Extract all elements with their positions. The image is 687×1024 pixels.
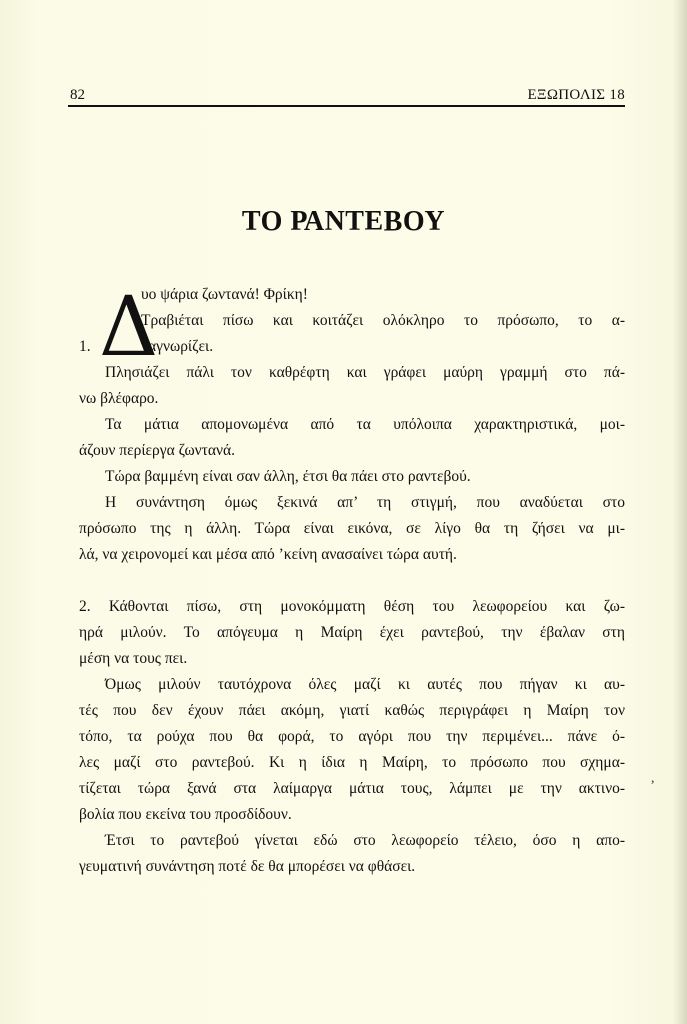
text-line: Όμως μιλούν ταυτόχρονα όλες μαζί κι αυτές που πήγαν κι αυ- <box>105 676 625 693</box>
text-line: τίζεται τώρα ξανά στα λαίμαργα μάτια τους, λάμπει με την ακτινο- <box>79 780 625 797</box>
text-line: Τραβιέται πίσω και κοιτάζει ολόκληρο το πρόσωπο, το α- <box>141 312 625 329</box>
page-edge-shadow <box>673 0 687 1024</box>
page-header <box>68 84 625 106</box>
section-gap <box>79 568 625 594</box>
text-line: ναγνωρίζει. <box>141 338 214 355</box>
text-line: υο ψάρια ζωντανά! Φρίκη! <box>141 286 308 303</box>
text-line: τές που δεν έχουν πάει ακόμη, γιατί καθώς περιγράφει η Μαίρη τον <box>79 702 625 719</box>
text-line: Έτσι το ραντεβού γίνεται εδώ στο λεωφορείο τέλειο, όσο η απο- <box>105 832 625 849</box>
text-line: Τώρα βαμμένη είναι σαν άλλη, έτσι θα πάει στο ραντεβού. <box>105 468 471 485</box>
stray-ink-mark: , <box>651 771 655 786</box>
text-line: τόπο, τα ρούχα που θα φορά, το αγόρι που την περιμένει... πάνε ό- <box>79 728 625 745</box>
drop-cap: Δ <box>99 280 159 375</box>
text-line: άζουν περίεργα ζωντανά. <box>79 442 236 459</box>
text-line: γευματινή συνάντηση ποτέ δε θα μπορέσει να φθάσει. <box>79 858 416 875</box>
text-line: ηρά μιλούν. Το απόγευμα η Μαίρη έχει ραντεβού, την έβαλαν στη <box>79 624 625 641</box>
text-line: Τα μάτια απομονωμένα από τα υπόλοιπα χαρακτηριστικά, μοι- <box>105 416 625 433</box>
text-line: νω βλέφαρο. <box>79 390 159 407</box>
text-line: βολία που εκείνα του προσδίδουν. <box>79 806 292 823</box>
text-line: λά, να χειρονομεί και μέσα από ’κείνη ανασαίνει τώρα αυτή. <box>79 546 457 563</box>
text-line: Πλησιάζει πάλι τον καθρέφτη και γράφει μαύρη γραμμή στο πά- <box>105 364 625 381</box>
chapter-title: ΤΟ ΡΑΝΤΕΒΟΥ <box>241 206 446 237</box>
header-rule <box>68 105 625 107</box>
section-number: 1. <box>79 338 91 355</box>
text-line: Η συνάντηση όμως ξεκινά απ’ τη στιγμή, που αναδύεται στο <box>105 494 625 511</box>
body-text <box>79 282 625 880</box>
text-line: λες μαζί στο ραντεβού. Κι η ίδια η Μαίρη, το πρόσωπο που σχημα- <box>79 754 625 771</box>
page-number: 82 <box>70 87 85 103</box>
running-title: ΕΞΩΠΟΛΙΣ 18 <box>527 87 625 103</box>
text-line: μέση να τους πει. <box>79 650 188 667</box>
text-line: πρόσωπο της η άλλη. Τώρα είναι εικόνα, σε λίγο θα τη ζήσει να μι- <box>79 520 625 537</box>
text-line: 2. Κάθονται πίσω, στη μονοκόμματη θέση του λεωφορείου και ζω- <box>79 598 625 615</box>
